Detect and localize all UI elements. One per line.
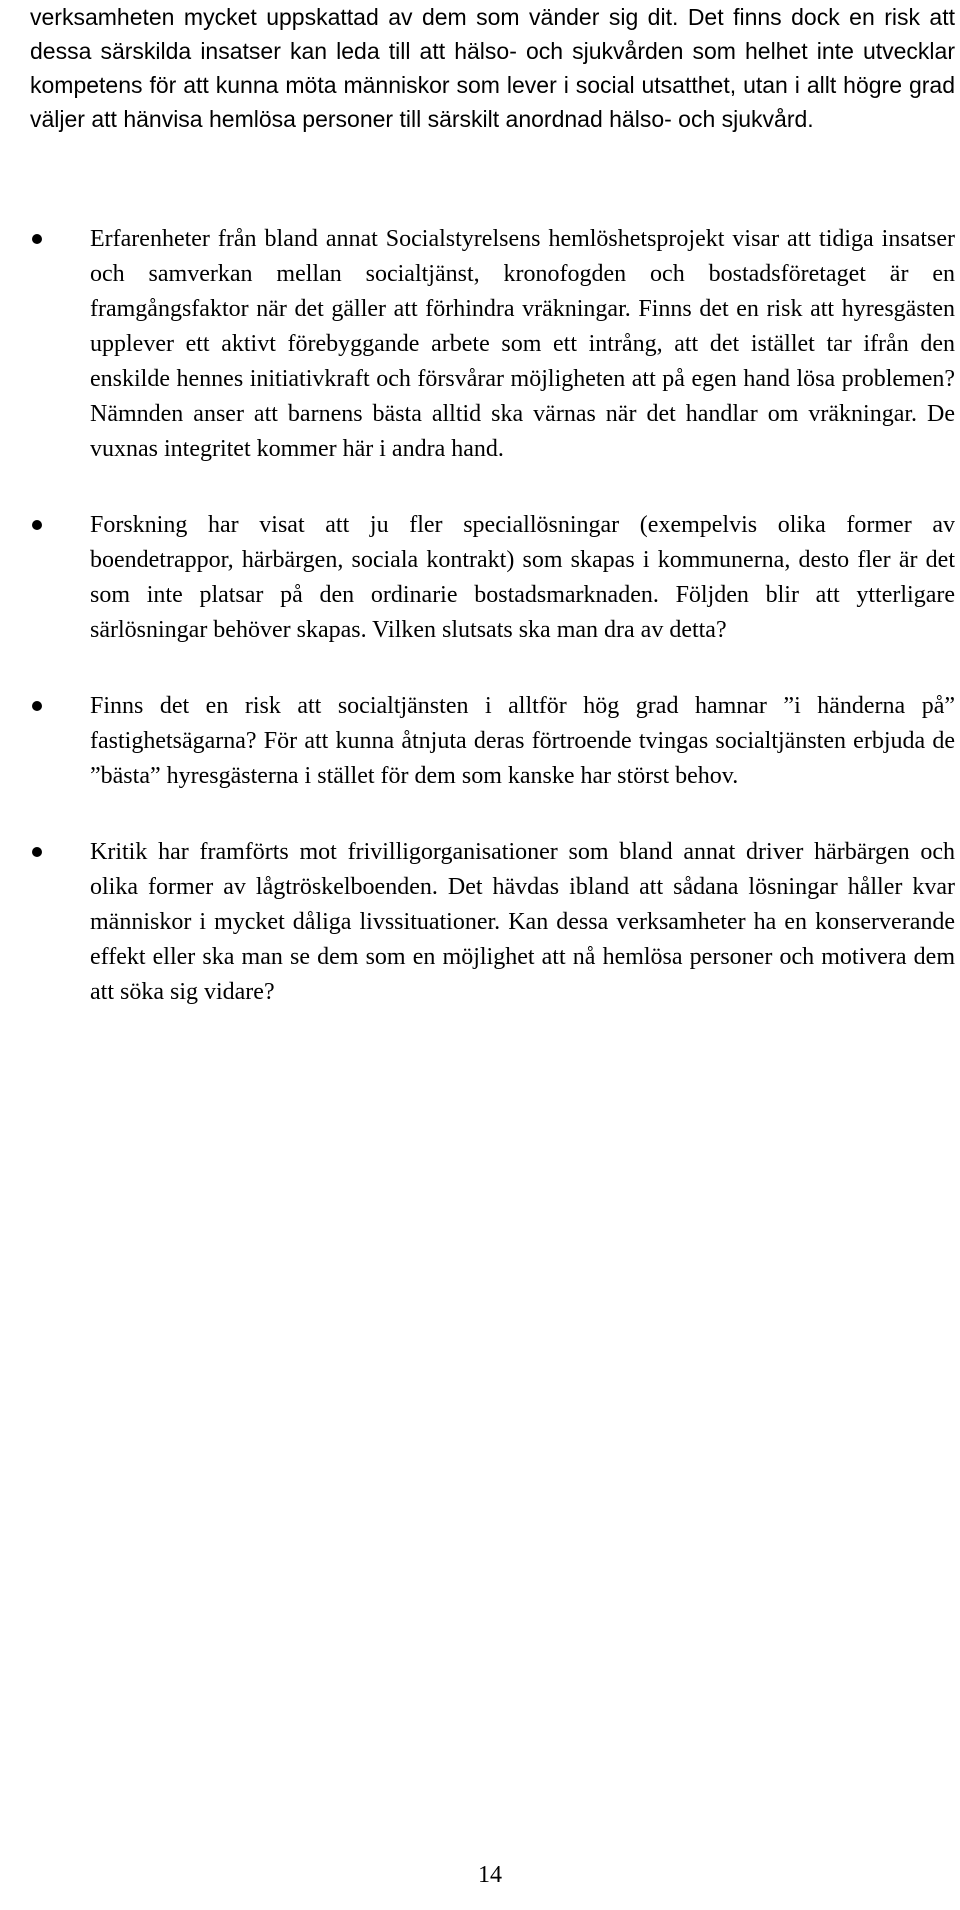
bullet-text: Erfarenheter från bland annat Socialstyrelsens hemlöshetsprojekt visar att tidiga insatser och samverkan mellan socialtjänst, kronofogden och bostadsföretaget är en framgångsfaktor när det gäller att förhindra vräkningar. Finns det en risk att hyresgästen upplever ett aktivt förebyggande arbete som ett intrång, att det istället tar ifrån den enskilde hennes initiativkraft och försvårar möjligheten att på egen hand lösa problemen? Nämnden anser att barnens bästa alltid ska värnas när det handlar om vräkningar. De vuxnas integritet kommer här i andra hand. [90, 226, 955, 462]
bullet-list [30, 222, 955, 1051]
bullet-icon [32, 234, 42, 244]
intro-paragraph: verksamheten mycket uppskattad av dem som vänder sig dit. Det finns dock en risk att dessa särskilda insatser kan leda till att hälso- och sjukvården som helhet inte utvecklar kompetens för att kunna möta människor som lever i social utsatthet, utan i allt högre grad väljer att hänvisa hemlösa personer till särskilt anordnad hälso- och sjukvård. [30, 4, 955, 132]
bullet-text: Kritik har framförts mot frivilligorganisationer som bland annat driver härbärgen och olika former av lågtröskelboenden. Det hävdas ibland att sådana lösningar håller kvar människor i mycket dåliga livssituationer. Kan dessa verksamheter ha en konserverande effekt eller ska man se dem som en möjlighet att nå hemlösa personer och motivera dem att söka sig vidare? [90, 839, 955, 1005]
bullet-item [30, 222, 955, 467]
bullet-icon [32, 701, 42, 711]
bullet-icon [32, 847, 42, 857]
bullet-icon [32, 520, 42, 530]
bullet-item [30, 689, 955, 794]
bullet-text: Finns det en risk att socialtjänsten i alltför hög grad hamnar ”i händerna på” fastighetsägarna? För att kunna åtnjuta deras förtroende tvingas socialtjänsten erbjuda de ”bästa” hyresgästerna i stället för dem som kanske har störst behov. [90, 693, 955, 789]
bullet-text: Forskning har visat att ju fler speciallösningar (exempelvis olika former av boendetrappor, härbärgen, sociala kontrakt) som skapas i kommunerna, desto fler är det som inte platsar på den ordinarie bostadsmarknaden. Följden blir att ytterligare särlösningar behöver skapas. Vilken slutsats ska man dra av detta? [90, 512, 955, 643]
bullet-item [30, 835, 955, 1010]
page-number: 14 [478, 1862, 502, 1888]
bullet-item [30, 508, 955, 648]
